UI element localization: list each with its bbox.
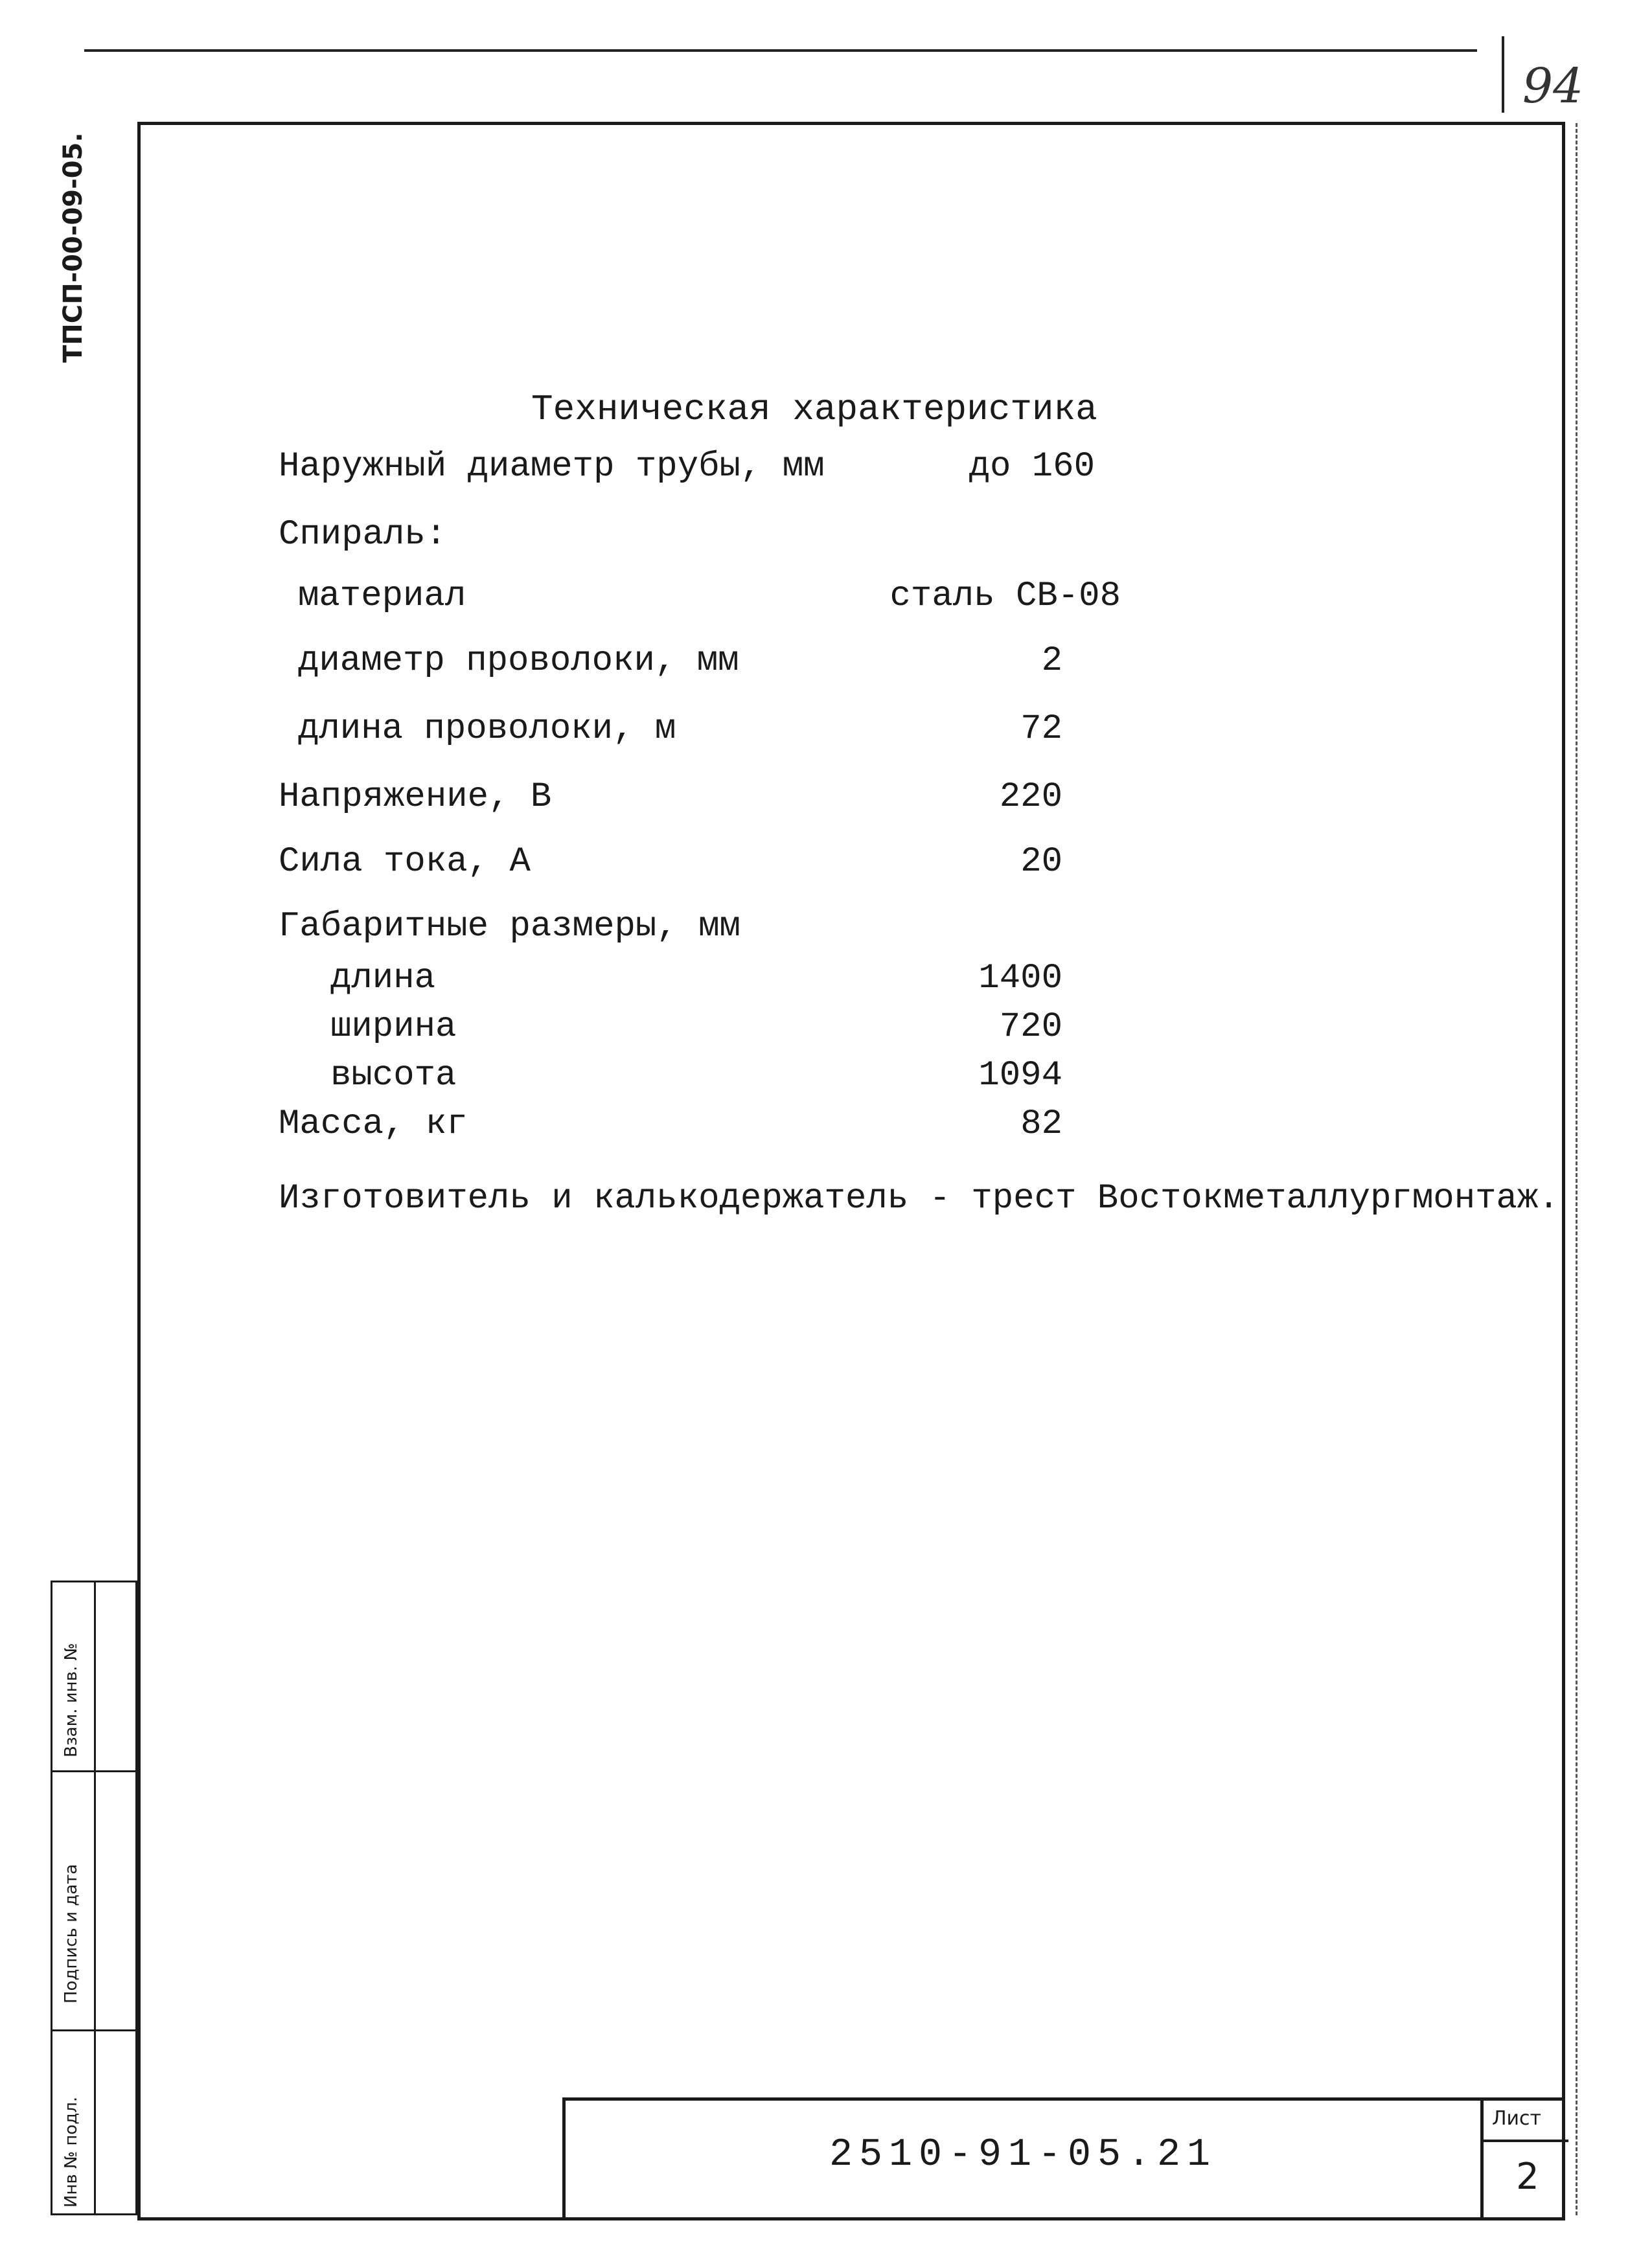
row-value: 1094 (978, 1056, 1062, 1095)
row-label: Спираль: (279, 515, 447, 554)
title-block (562, 2097, 1565, 2220)
row-value: 1400 (978, 959, 1062, 998)
sign-date-label: Подпись и дата (62, 1864, 81, 2004)
top-rule (84, 49, 1477, 52)
margin-divider (52, 1770, 135, 1772)
cut-line (1576, 123, 1579, 2215)
manufacturer-note: Изготовитель и калькодержатель - трест Востокметаллургмонтаж. (279, 1179, 1559, 1218)
sheet-divider (1480, 2140, 1568, 2142)
row-label: диаметр проволоки, мм (298, 641, 739, 681)
row-label: длина проволоки, м (298, 709, 676, 749)
row-value: 720 (999, 1007, 1062, 1047)
document-code-vertical: ТПСП-00-09-05. (58, 132, 88, 363)
margin-split (94, 1582, 96, 2213)
row-label: Сила тока, А (279, 842, 531, 882)
row-value: 220 (999, 777, 1062, 817)
row-label: Наружный диаметр трубы, мм (279, 447, 825, 486)
page-number: 94 (1522, 58, 1584, 114)
document-number: 2510-91-05.21 (829, 2133, 1217, 2177)
page-title: Техническая характеристика (531, 389, 1097, 430)
row-label: Габаритные размеры, мм (279, 907, 740, 946)
inv-orig-label: Инв № подл. (62, 2096, 81, 2208)
sheet-number: 2 (1516, 2156, 1539, 2198)
row-label: Масса, кг (279, 1104, 468, 1144)
sheet-label: Лист (1492, 2107, 1542, 2130)
row-value: до 160 (969, 447, 1095, 486)
row-label: длина (330, 959, 436, 998)
row-value: 82 (1020, 1104, 1062, 1144)
margin-divider (52, 2029, 135, 2031)
row-label: материал (298, 577, 466, 616)
row-label: ширина (330, 1007, 457, 1047)
row-value: 72 (1020, 709, 1062, 749)
margin-stamp (51, 1581, 137, 2215)
inv-dup-label: Взам. инв. № (62, 1643, 81, 1757)
page-number-divider (1502, 36, 1504, 113)
row-value: сталь СВ-08 (889, 577, 1121, 616)
row-value: 20 (1020, 842, 1062, 882)
sheet-separator (1480, 2101, 1484, 2217)
row-value: 2 (1041, 641, 1062, 681)
row-label: Напряжение, В (279, 777, 552, 817)
row-label: высота (330, 1056, 457, 1095)
spec-table (279, 447, 1445, 1289)
